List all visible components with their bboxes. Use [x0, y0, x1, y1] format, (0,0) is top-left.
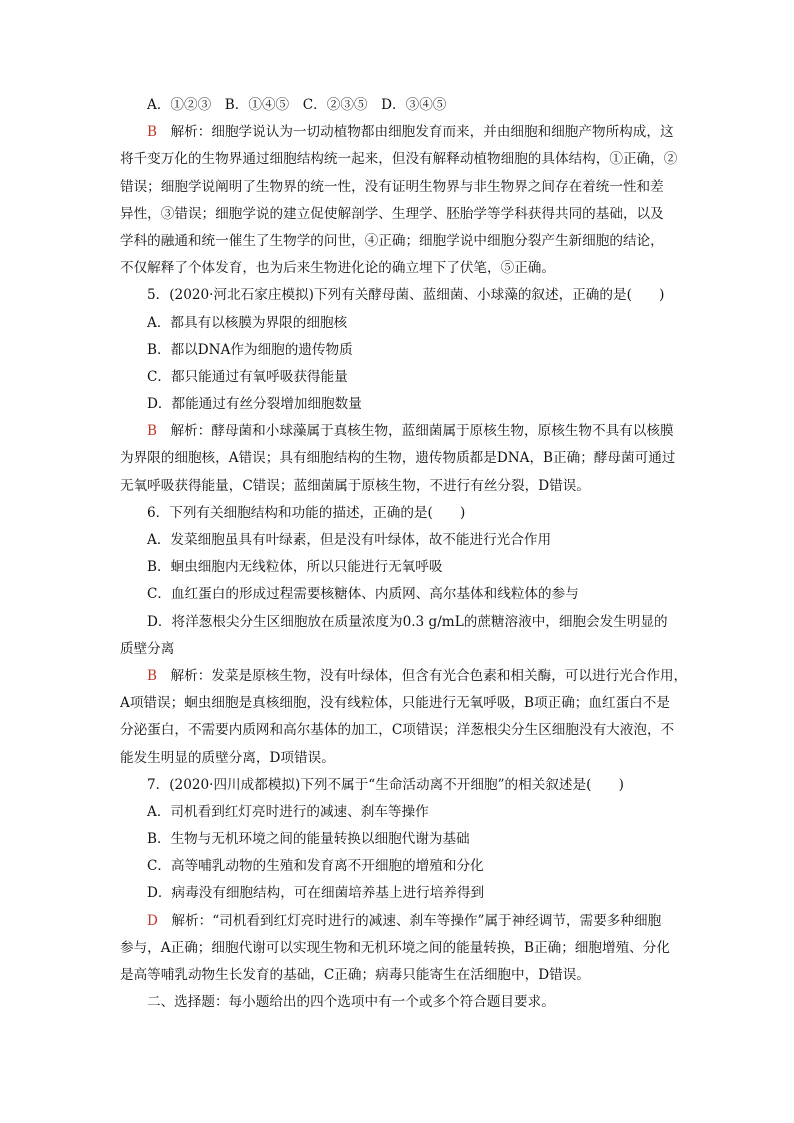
line-text: A．①②③ B．①④⑤ C．②③⑤ D．③④⑤: [147, 97, 447, 113]
text-line: [120, 146, 680, 173]
text-line: [120, 92, 680, 119]
text-line: [120, 310, 680, 337]
text-line: [120, 174, 680, 201]
text-line: [120, 636, 680, 663]
text-line: [120, 554, 680, 581]
line-text: 异性，③错误；细胞学说的建立促使解剖学、生理学、胚胎学等学科获得共同的基础，以及: [120, 205, 664, 222]
text-line: [120, 500, 680, 527]
line-text: D．将洋葱根尖分生区细胞放在质量浓度为0.3 g/mL的蔗糖溶液中，细胞会发生明显的: [147, 613, 668, 630]
answer-letter: B: [147, 423, 157, 440]
text-line: [120, 228, 680, 255]
text-line: [120, 663, 688, 690]
text-line: [120, 255, 680, 282]
line-text: 学科的融通和统一催生了生物学的问世，④正确；细胞学说中细胞分裂产生新细胞的结论，: [120, 232, 664, 249]
line-text: 5．(2020·河北石家庄模拟)下列有关酵母菌、蓝细菌、小球藻的叙述，正确的是( ): [147, 287, 665, 304]
text-line: [120, 527, 680, 554]
line-text: 6．下列有关细胞结构和功能的描述，正确的是( ): [147, 504, 466, 521]
text-line: [120, 908, 680, 935]
text-line: [120, 609, 680, 636]
line-text: 解析：细胞学说认为一切动植物都由细胞发育而来，并由细胞和细胞产物所构成，这: [157, 124, 674, 141]
line-text: 解析：发菜是原核生物，没有叶绿体，但含有光合色素和相关酶，可以进行光合作用，: [157, 667, 688, 684]
text-line: [120, 935, 680, 962]
line-text: B．生物与无机环境之间的能量转换以细胞代谢为基础: [147, 831, 470, 848]
line-text: 为界限的细胞核，A错误；具有细胞结构的生物，遗传物质都是DNA，B正确；酵母菌可通过: [120, 450, 676, 467]
line-text: D．病毒没有细胞结构，可在细菌培养基上进行培养得到: [147, 885, 485, 902]
line-text: 将千变万化的生物界通过细胞结构统一起来，但没有解释动植物细胞的具体结构，①正确，②: [120, 151, 678, 168]
text-line: [120, 745, 680, 772]
text-line: [120, 989, 680, 1016]
line-text: B．都以DNA作为细胞的遗传物质: [147, 341, 353, 358]
text-line: [120, 772, 680, 799]
text-line: [120, 962, 680, 989]
line-text: 是高等哺乳动物生长发育的基础，C正确；病毒只能寄生在活细胞中，D错误。: [120, 967, 590, 983]
line-text: 分泌蛋白，不需要内质网和高尔基体的加工，C项错误；洋葱根尖分生区细胞没有大液泡，不: [120, 722, 675, 739]
text-line: [120, 391, 680, 418]
answer-letter: D: [147, 912, 158, 929]
text-line: [120, 364, 680, 391]
text-line: [120, 690, 680, 717]
answer-letter: B: [147, 667, 157, 684]
line-text: 无氧呼吸获得能量，C错误；蓝细菌属于原核生物，不进行有丝分裂，D错误。: [120, 477, 590, 494]
line-text: A．发菜细胞虽具有叶绿素，但是没有叶绿体，故不能进行光合作用: [147, 532, 552, 548]
line-text: C．都只能通过有氧呼吸获得能量: [147, 368, 348, 385]
line-text: C．血红蛋白的形成过程需要核糖体、内质网、高尔基体和线粒体的参与: [147, 586, 579, 603]
text-line: [120, 119, 680, 146]
line-text: A．都具有以核膜为界限的细胞核: [147, 314, 348, 331]
text-line: [120, 717, 680, 744]
line-text: 解析：“司机看到红灯亮时进行的减速、刹车等操作”属于神经调节，需要多种细胞: [157, 912, 662, 929]
line-text: D．都能通过有丝分裂增加细胞数量: [147, 396, 362, 413]
text-line: [120, 581, 680, 608]
line-text: A．司机看到红灯亮时进行的减速、刹车等操作: [147, 803, 429, 820]
line-text: 质壁分离: [120, 640, 175, 657]
text-line: [120, 880, 680, 907]
text-line: [120, 337, 680, 364]
line-text: 二、选择题：每小题给出的四个选项中有一个或多个符合题目要求。: [147, 994, 555, 1011]
text-line: [120, 282, 680, 309]
line-text: C．高等哺乳动物的生殖和发育离不开细胞的增殖和分化: [147, 858, 484, 875]
text-line: [120, 445, 680, 472]
line-text: B．蛔虫细胞内无线粒体，所以只能进行无氧呼吸: [147, 559, 443, 576]
answer-letter: B: [147, 124, 157, 141]
line-text: 错误；细胞学说阐明了生物界的统一性，没有证明生物界与非生物界之间存在着统一性和差: [120, 178, 664, 195]
line-text: A项错误；蛔虫细胞是真核细胞，没有线粒体，只能进行无氧呼吸，B项正确；血红蛋白不是: [120, 695, 670, 712]
document-body: [120, 92, 688, 1016]
text-line: [120, 826, 680, 853]
line-text: 不仅解释了个体发育，也为后来生物进化论的确立埋下了伏笔，⑤正确。: [120, 260, 555, 277]
line-text: 能发生明显的质壁分离，D项错误。: [120, 749, 335, 766]
line-text: 参与，A正确；细胞代谢可以实现生物和无机环境之间的能量转换，B正确；细胞增殖、分化: [120, 939, 670, 956]
text-line: [120, 418, 680, 445]
text-line: [120, 473, 680, 500]
line-text: 解析：酵母菌和小球藻属于真核生物，蓝细菌属于原核生物，原核生物不具有以核膜: [157, 423, 674, 440]
text-line: [120, 201, 680, 228]
text-line: [120, 799, 680, 826]
text-line: [120, 853, 680, 880]
line-text: 7．(2020·四川成都模拟)下列不属于“生命活动离不开细胞”的相关叙述是( ): [147, 776, 624, 793]
